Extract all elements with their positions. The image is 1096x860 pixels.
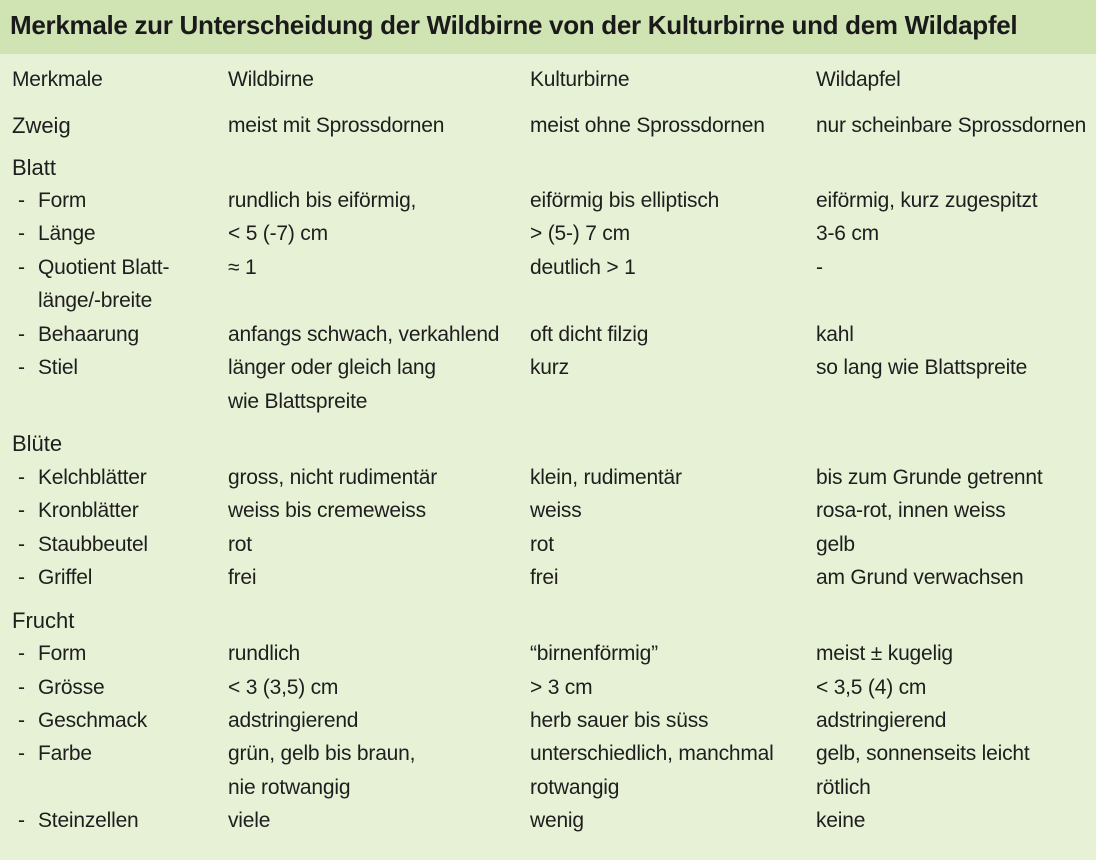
bullet-dash: - [18, 566, 25, 589]
bullet-dash: - [18, 222, 25, 245]
row-label [12, 284, 152, 317]
table-cell: kahl [816, 323, 854, 346]
table-cell: unterschiedlich, manchmal [530, 742, 774, 765]
table-cell: 3-6 cm [816, 222, 879, 245]
table-cell: - [816, 256, 823, 279]
table-cell: kurz [530, 356, 569, 379]
bullet-dash: - [18, 809, 25, 832]
table-cell: ≈ 1 [228, 256, 257, 279]
row-label [12, 737, 92, 770]
table-cell: herb sauer bis süss [530, 709, 709, 732]
table-cell: > (5-) 7 cm [530, 222, 630, 245]
section-label [12, 109, 71, 142]
bullet-dash: - [18, 642, 25, 665]
table-cell: rotwangig [530, 776, 620, 799]
table-cell: rot [530, 533, 554, 556]
row-label [12, 704, 147, 737]
bullet-dash: - [18, 499, 25, 522]
row-label-text: Kelchblätter [38, 466, 147, 489]
row-label-text: Geschmack [38, 709, 148, 732]
table-cell: nur scheinbare Sprossdornen [816, 114, 1087, 137]
row-label-text: Staubbeutel [38, 533, 148, 556]
row-label [12, 461, 147, 494]
table-cell: rötlich [816, 776, 871, 799]
row-label-text: Länge [38, 222, 96, 245]
bullet-dash: - [18, 676, 25, 699]
table-cell: “birnenförmig” [530, 642, 658, 665]
table-cell: anfangs schwach, verkahlend [228, 323, 500, 346]
title-bar [0, 0, 1096, 54]
table-cell: am Grund verwachsen [816, 566, 1024, 589]
table-cell: < 3,5 (4) cm [816, 676, 927, 699]
table-cell: länger oder gleich lang [228, 356, 436, 379]
row-label [12, 637, 86, 670]
row-label [12, 561, 92, 594]
header-cell: Kulturbirne [530, 68, 630, 91]
table-cell: rundlich [228, 642, 300, 665]
bullet-dash: - [18, 189, 25, 212]
bullet-dash: - [18, 466, 25, 489]
row-label-text: Kronblätter [38, 499, 139, 522]
row-label-text: Behaarung [38, 323, 139, 346]
row-label-text: Form [38, 189, 87, 212]
section-label [12, 604, 74, 637]
row-label-text: Steinzellen [38, 809, 139, 832]
row-label-text: Zweig [12, 113, 71, 138]
bullet-dash: - [18, 533, 25, 556]
row-label-text: länge/-breite [38, 289, 153, 312]
row-label [12, 528, 148, 561]
table-cell: wenig [530, 809, 584, 832]
row-label-text: Blüte [12, 431, 63, 456]
table-cell: weiss bis cremeweiss [228, 499, 426, 522]
row-label-text: Farbe [38, 742, 92, 765]
bullet-dash: - [18, 256, 25, 279]
table-cell: wie Blattspreite [228, 390, 368, 413]
table-cell: rosa-rot, innen weiss [816, 499, 1006, 522]
table-cell: meist ohne Sprossdornen [530, 114, 765, 137]
table-cell: gelb [816, 533, 855, 556]
header-cell: Merkmale [12, 68, 103, 91]
table-cell: meist mit Sprossdornen [228, 114, 445, 137]
table-cell: rundlich bis eiförmig, [228, 189, 417, 212]
row-label [12, 251, 169, 284]
table-cell: eiförmig bis elliptisch [530, 189, 720, 212]
section-label [12, 151, 56, 184]
bullet-dash: - [18, 709, 25, 732]
table-cell: gross, nicht rudimentär [228, 466, 437, 489]
row-label-text: Grösse [38, 676, 105, 699]
row-label-text: Quotient Blatt- [38, 256, 170, 279]
table-cell: eiförmig, kurz zugespitzt [816, 189, 1038, 212]
row-label [12, 217, 95, 250]
table-cell: klein, rudimentär [530, 466, 682, 489]
row-label-text: Frucht [12, 608, 75, 633]
page-title: Merkmale zur Unterscheidung der Wildbirne von der Kulturbirne und dem Wildapfel [10, 10, 1018, 40]
table-cell: > 3 cm [530, 676, 593, 699]
table-cell: deutlich > 1 [530, 256, 636, 279]
table-cell: gelb, sonnenseits leicht [816, 742, 1030, 765]
table-cell: rot [228, 533, 252, 556]
table-cell: frei [530, 566, 559, 589]
table-cell: adstringierend [228, 709, 359, 732]
row-label [12, 671, 105, 704]
header-cell: Wildapfel [816, 68, 901, 91]
row-label [12, 804, 139, 837]
table-cell: < 5 (-7) cm [228, 222, 328, 245]
bullet-dash: - [18, 356, 25, 379]
table-cell: weiss [530, 499, 582, 522]
table-cell: grün, gelb bis braun, [228, 742, 416, 765]
table-cell: so lang wie Blattspreite [816, 356, 1028, 379]
bullet-dash: - [18, 323, 25, 346]
row-label [12, 351, 78, 384]
row-label [12, 494, 139, 527]
row-label [12, 184, 86, 217]
row-label-text: Griffel [38, 566, 93, 589]
table-cell: meist ± kugelig [816, 642, 953, 665]
row-label-text: Form [38, 642, 87, 665]
table-cell: adstringierend [816, 709, 947, 732]
table-cell: frei [228, 566, 257, 589]
table-cell: viele [228, 809, 271, 832]
table-cell: nie rotwangig [228, 776, 351, 799]
row-label-text: Stiel [38, 356, 78, 379]
bullet-dash: - [18, 742, 25, 765]
table-cell: keine [816, 809, 866, 832]
table-cell: bis zum Grunde getrennt [816, 466, 1043, 489]
header-cell: Wildbirne [228, 68, 314, 91]
section-label [12, 427, 62, 460]
row-label-text: Blatt [12, 155, 57, 180]
row-label [12, 318, 139, 351]
table-cell: oft dicht filzig [530, 323, 649, 346]
table-cell: < 3 (3,5) cm [228, 676, 339, 699]
